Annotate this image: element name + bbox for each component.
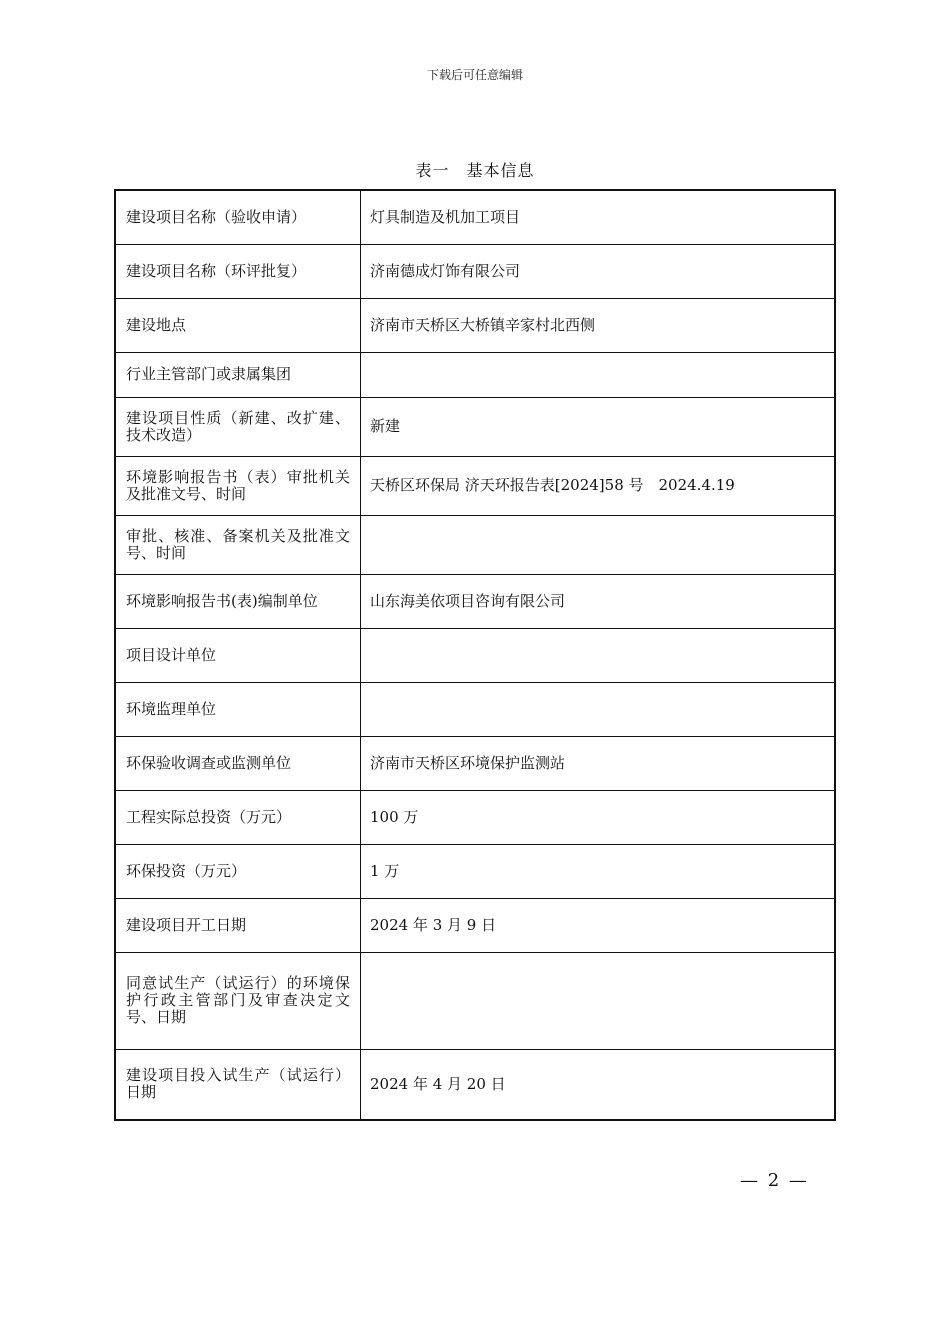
table-row: [115, 790, 835, 844]
row-value: 山东海美依项目咨询有限公司: [361, 574, 836, 628]
row-value: 100 万: [361, 790, 836, 844]
table-title: 表一 基本信息: [415, 161, 535, 180]
row-label: 环保验收调查或监测单位: [115, 736, 361, 790]
table-row: [115, 1049, 835, 1120]
row-label: 同意试生产（试运行）的环境保护行政主管部门及审查决定文号、日期: [115, 952, 361, 1049]
header-note: 下载后可任意编辑: [426, 68, 523, 82]
table-row: [115, 190, 835, 244]
table-row: [115, 844, 835, 898]
table-row: [115, 352, 835, 397]
row-value: 灯具制造及机加工项目: [361, 190, 836, 244]
table-row: [115, 736, 835, 790]
row-label: 建设项目性质（新建、改扩建、技术改造）: [115, 397, 361, 456]
table-row: [115, 628, 835, 682]
row-value: 1 万: [361, 844, 836, 898]
row-value: [361, 628, 836, 682]
row-label: 建设项目投入试生产（试运行）日期: [115, 1049, 361, 1120]
table-row: [115, 574, 835, 628]
row-value: 新建: [361, 397, 836, 456]
row-value: 济南市天桥区环境保护监测站: [361, 736, 836, 790]
row-value: 天桥区环保局 济天环报告表[2024]58 号 2024.4.19: [361, 456, 836, 515]
row-label: 审批、核准、备案机关及批准文号、时间: [115, 515, 361, 574]
table-row: [115, 952, 835, 1049]
row-label: 环保投资（万元）: [115, 844, 361, 898]
table-row: [115, 456, 835, 515]
row-value: 2024 年 3 月 9 日: [361, 898, 836, 952]
row-label: 行业主管部门或隶属集团: [115, 352, 361, 397]
row-value: [361, 952, 836, 1049]
row-value: [361, 352, 836, 397]
row-label: 建设项目开工日期: [115, 898, 361, 952]
row-label: 环境监理单位: [115, 682, 361, 736]
row-value: [361, 515, 836, 574]
page-number: — 2 —: [740, 1170, 809, 1191]
table-row: [115, 397, 835, 456]
row-label: 建设地点: [115, 298, 361, 352]
row-value: [361, 682, 836, 736]
row-label: 工程实际总投资（万元）: [115, 790, 361, 844]
row-label: 建设项目名称（环评批复）: [115, 244, 361, 298]
basic-info-table: [114, 189, 836, 1121]
row-label: 环境影响报告书（表）审批机关及批准文号、时间: [115, 456, 361, 515]
row-value: 2024 年 4 月 20 日: [361, 1049, 836, 1120]
row-value: 济南市天桥区大桥镇辛家村北西侧: [361, 298, 836, 352]
table-row: [115, 515, 835, 574]
row-label: 项目设计单位: [115, 628, 361, 682]
table-row: [115, 298, 835, 352]
row-value: 济南德成灯饰有限公司: [361, 244, 836, 298]
table-row: [115, 898, 835, 952]
table-row: [115, 244, 835, 298]
row-label: 建设项目名称（验收申请）: [115, 190, 361, 244]
table-row: [115, 682, 835, 736]
row-label: 环境影响报告书(表)编制单位: [115, 574, 361, 628]
